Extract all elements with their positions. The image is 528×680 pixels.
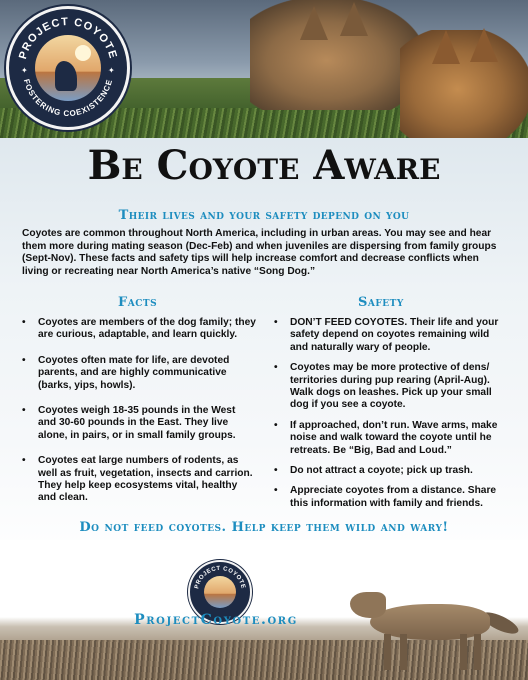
safety-item: • Appreciate coyotes from a distance. Share this information with family and friends.	[272, 485, 508, 510]
tagline: Do not feed coyotes. Help keep them wild and wary!	[79, 520, 449, 535]
facts-list	[20, 317, 256, 505]
coyote-leg	[400, 634, 407, 670]
fact-item: • Coyotes often mate for life, are devoted parents, and are highly communicative (barks, yips, howls).	[20, 355, 256, 392]
project-coyote-logo	[6, 6, 130, 130]
coyote-pup-ear	[470, 28, 498, 62]
coyote-leg	[384, 634, 391, 670]
safety-heading: Safety	[358, 295, 404, 310]
website-link[interactable]: ProjectCoyote.org	[134, 612, 298, 628]
coyote-pup-photo	[400, 30, 528, 138]
footer-photo	[0, 540, 528, 680]
coyote-adult-photo	[250, 0, 420, 110]
intro-paragraph: Coyotes are common throughout North America, including in urban areas. You may see and hear them more during mating season (Dec-Feb) and when juveniles are dispersing from family groups (Sept-Nov). These facts and safety tips will help increase comfort and decrease conflicts when living or recreating near North America’s native “Song Dog.”	[22, 228, 497, 277]
page-title: Be Coyote Aware	[87, 142, 441, 189]
paw-icon: ✦	[21, 66, 28, 75]
fact-item: • Coyotes weigh 18-35 pounds in the West and 30-60 pounds in the East. They live alone, in pairs, or in small family groups.	[20, 405, 256, 442]
logo-text-small: PROJECT COYOTE	[194, 565, 246, 590]
logo-text-bottom: FOSTERING COEXISTENCE	[21, 78, 115, 119]
logo-text-top: PROJECT COYOTE	[16, 15, 120, 61]
facts-heading: Facts	[118, 295, 158, 310]
logo-ring-text	[9, 9, 127, 127]
fact-item: • Coyotes are members of the dog family; they are curious, adaptable, and learn quickly.	[20, 317, 256, 342]
coyote-leg	[474, 634, 481, 670]
paw-icon: ✦	[108, 66, 115, 75]
coyote-leg	[460, 634, 467, 670]
coyote-pup-ear	[432, 30, 460, 64]
svg-text:FOSTERING COEXISTENCE	[22, 78, 114, 118]
header-photo	[0, 0, 528, 138]
subtitle: Their lives and your safety depend on you	[118, 208, 410, 223]
coyote-ear	[300, 6, 328, 40]
fact-item: • Coyotes eat large numbers of rodents, as well as fruit, vegetation, insects and carrion. They help keep ecosystems vital, healthy and clean.	[20, 455, 256, 505]
safety-item: • If approached, don’t run. Wave arms, make noise and walk toward the coyote until he retreats. Be “Big, Bad and Loud.”	[272, 420, 508, 457]
svg-text:PROJECT COYOTE	[194, 566, 246, 590]
safety-item: • Coyotes may be more protective of dens/ territories during pup rearing (April-Aug). Walk dogs on leashes. Pick up your small dog if you see a coyote.	[272, 362, 508, 412]
safety-list	[272, 317, 508, 510]
svg-text:PROJECT COYOTE	[17, 16, 119, 61]
coyote-ear	[340, 2, 368, 36]
safety-item: • DON’T FEED COYOTES. Their life and your safety depend on coyotes remaining wild and naturally wary of people.	[272, 317, 508, 354]
safety-item: • Do not attract a coyote; pick up trash.	[272, 465, 508, 477]
